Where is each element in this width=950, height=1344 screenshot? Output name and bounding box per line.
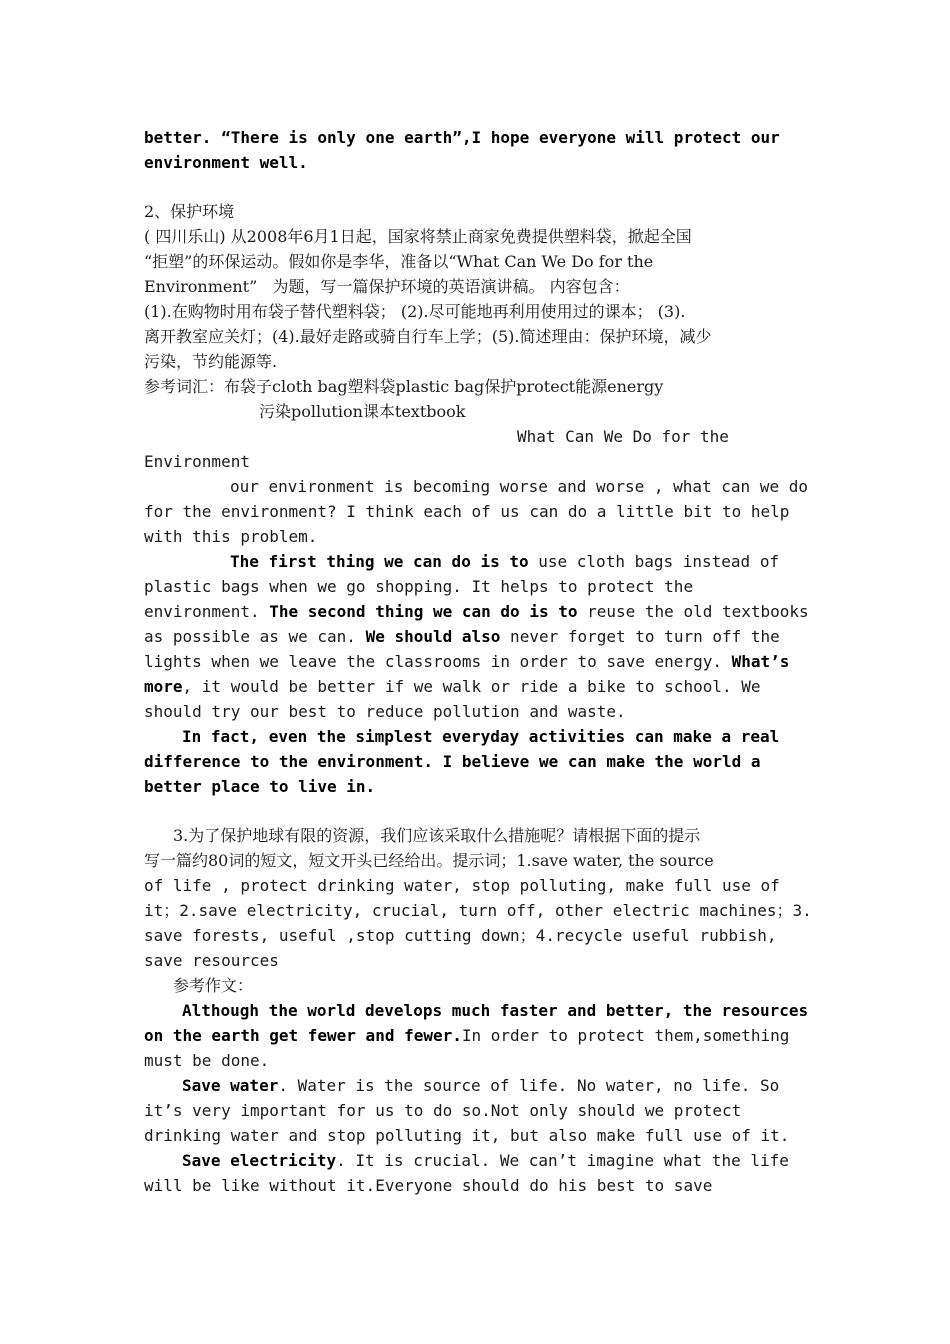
text-line [144, 674, 761, 699]
text-line: with this problem. [144, 527, 318, 546]
text-span: never forget to turn off the [500, 627, 780, 646]
bold-phrase: We should also [365, 627, 501, 646]
text-line: Environment” 为题，写一篇保护环境的英语演讲稿。 内容包含： [144, 277, 630, 296]
text-line: 离开教室应关灯；(4).最好走路或骑自行车上学；(5).简述理由：保护环境，减少 [144, 327, 712, 346]
text-line: better. “There is only one earth”,I hope everyone will protect our [144, 128, 780, 147]
essay-title: What Can We Do for the [517, 427, 729, 446]
text-line: our environment is becoming worse and worse , what can we do [230, 477, 808, 496]
text-span: environment. [144, 602, 270, 621]
bold-phrase: Save electricity [182, 1151, 337, 1170]
text-line: drinking water and stop polluting it, but also make full use of it. [144, 1126, 790, 1145]
text-line: save resources [144, 951, 279, 970]
text-line [144, 624, 780, 649]
text-line: will be like without it.Everyone should do his best to save [144, 1176, 713, 1195]
text-span: use cloth bags instead of [528, 552, 780, 571]
essay-title: Environment [144, 452, 250, 471]
text-line: save forests, useful ,stop cutting down；4.recycle useful rubbish, [144, 926, 777, 945]
text-line: 写一篇约80词的短文，短文开头已经给出。提示词；1.save water, the source [144, 851, 714, 870]
text-line: 参考词汇：布袋子cloth bag塑料袋plastic bag保护protect能源energy [144, 377, 664, 396]
text-span: . It is crucial. We can’t imagine what the life [336, 1151, 789, 1170]
section-heading: 参考作文： [173, 976, 254, 995]
section-heading: 3.为了保护地球有限的资源，我们应该采取什么措施呢？请根据下面的提示 [173, 826, 701, 845]
text-line: of life , protect drinking water, stop polluting, make full use of [144, 876, 780, 895]
section-heading: 2、保护环境 [144, 202, 235, 221]
bold-phrase: The second thing we can do is to [269, 602, 578, 621]
bold-phrase: What’s [731, 652, 790, 671]
text-line [182, 1148, 789, 1173]
text-line: ( 四川乐山) 从2008年6月1日起，国家将禁止商家免费提供塑料袋，掀起全国 [144, 227, 692, 246]
text-line [144, 1023, 789, 1048]
text-span: as possible as we can. [144, 627, 366, 646]
text-span: reuse the old textbooks [577, 602, 809, 621]
bold-phrase: more [144, 677, 183, 696]
text-line: should try our best to reduce pollution and waste. [144, 702, 626, 721]
text-line [144, 649, 789, 674]
text-line: difference to the environment. I believe we can make the world a [144, 752, 761, 771]
text-line: environment well. [144, 153, 308, 172]
text-line: it；2.save electricity, crucial, turn off, other electric machines；3. [144, 901, 812, 920]
text-line: (1).在购物时用布袋子替代塑料袋； (2).尽可能地再利用使用过的课本； (3). [144, 302, 686, 321]
text-line: plastic bags when we go shopping. It helps to protect the [144, 577, 694, 596]
text-line: must be done. [144, 1051, 270, 1070]
text-line: better place to live in. [144, 777, 376, 796]
text-line: it’s very important for us to do so.Not only should we protect [144, 1101, 742, 1120]
text-line: for the environment? I think each of us can do a little bit to help [144, 502, 790, 521]
text-line: In fact, even the simplest everyday activities can make a real [182, 727, 780, 746]
text-line [182, 1073, 779, 1098]
text-line: Although the world develops much faster and better, the resources [182, 1001, 809, 1020]
text-line: 污染，节约能源等. [144, 352, 278, 371]
text-span: . Water is the source of life. No water, no life. So [278, 1076, 780, 1095]
text-line [230, 549, 779, 574]
bold-phrase: Save water [182, 1076, 279, 1095]
text-line: “拒塑”的环保运动。假如你是李华，准备以“What Can We Do for the [144, 252, 654, 271]
text-line: 污染pollution课本textbook [259, 402, 466, 421]
text-span: In order to protect them,something [461, 1026, 790, 1045]
text-span: , it would be better if we walk or ride a bike to school. We [182, 677, 761, 696]
text-line [144, 599, 809, 624]
bold-phrase: on the earth get fewer and fewer. [144, 1026, 462, 1045]
text-span: lights when we leave the classrooms in order to save energy. [144, 652, 732, 671]
bold-phrase: The first thing we can do is to [230, 552, 529, 571]
